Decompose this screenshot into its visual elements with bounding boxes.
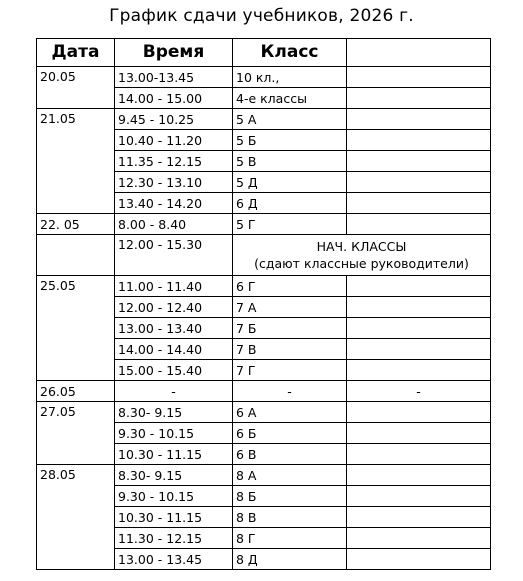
class-cell: 5 А: [233, 109, 347, 130]
extra-cell: [347, 214, 491, 235]
page-title: График сдачи учебников, 2026 г.: [109, 6, 414, 26]
class-cell: 6 Б: [233, 423, 347, 444]
extra-cell: -: [347, 381, 491, 402]
extra-cell: [347, 297, 491, 318]
time-cell: 13.00-13.45: [115, 67, 233, 88]
time-cell: 8.00 - 8.40: [115, 214, 233, 235]
schedule-table: [36, 38, 491, 570]
class-cell: 5 Б: [233, 130, 347, 151]
class-cell: 6 Г: [233, 276, 347, 297]
class-cell: 8 А: [233, 465, 347, 486]
merged-class-line2: (сдают классные руководители): [254, 256, 469, 271]
extra-cell: [347, 193, 491, 214]
table-row: [37, 109, 491, 130]
extra-cell: [347, 528, 491, 549]
table-row: [37, 214, 491, 235]
time-cell: 8.30- 9.15: [115, 465, 233, 486]
merged-class-line1: НАЧ. КЛАССЫ: [316, 239, 407, 254]
time-cell: 14.00 - 14.40: [115, 339, 233, 360]
extra-cell: [347, 486, 491, 507]
class-cell: 8 Г: [233, 528, 347, 549]
class-cell: 10 кл.,: [233, 67, 347, 88]
date-cell: 28.05: [37, 465, 115, 570]
extra-cell: [347, 339, 491, 360]
extra-cell: [347, 318, 491, 339]
header-class: Класс: [233, 39, 347, 67]
extra-cell: [347, 507, 491, 528]
date-cell: 20.05: [37, 67, 115, 109]
time-cell: 13.00 - 13.40: [115, 318, 233, 339]
extra-cell: [347, 130, 491, 151]
time-cell: 13.40 - 14.20: [115, 193, 233, 214]
extra-cell: [347, 402, 491, 423]
class-cell: 5 В: [233, 151, 347, 172]
time-cell: 11.35 - 12.15: [115, 151, 233, 172]
class-cell: 7 В: [233, 339, 347, 360]
time-cell: 10.40 - 11.20: [115, 130, 233, 151]
date-cell: 21.05: [37, 109, 115, 214]
time-cell: 13.00 - 13.45: [115, 549, 233, 570]
time-cell: 14.00 - 15.00: [115, 88, 233, 109]
time-cell: 12.30 - 13.10: [115, 172, 233, 193]
header-date: Дата: [37, 39, 115, 67]
date-cell: [37, 235, 115, 276]
time-cell: 8.30- 9.15: [115, 402, 233, 423]
time-cell: 9.45 - 10.25: [115, 109, 233, 130]
date-cell: 22. 05: [37, 214, 115, 235]
class-cell: 7 Б: [233, 318, 347, 339]
header-extra: [347, 39, 491, 67]
class-cell: 7 А: [233, 297, 347, 318]
extra-cell: [347, 444, 491, 465]
class-cell: 5 Д: [233, 172, 347, 193]
class-cell: 8 В: [233, 507, 347, 528]
table-row: [37, 276, 491, 297]
extra-cell: [347, 151, 491, 172]
table-row: [37, 402, 491, 423]
class-cell: 8 Д: [233, 549, 347, 570]
extra-cell: [347, 549, 491, 570]
extra-cell: [347, 360, 491, 381]
extra-cell: [347, 172, 491, 193]
extra-cell: [347, 423, 491, 444]
time-cell: 12.00 - 15.30: [115, 235, 233, 276]
class-cell: 7 Г: [233, 360, 347, 381]
extra-cell: [347, 109, 491, 130]
date-cell: 27.05: [37, 402, 115, 465]
extra-cell: [347, 276, 491, 297]
class-cell: 5 Г: [233, 214, 347, 235]
time-cell: 11.30 - 12.15: [115, 528, 233, 549]
time-cell: 9.30 - 10.15: [115, 423, 233, 444]
table-row: [37, 235, 491, 276]
table-row: [37, 67, 491, 88]
time-cell: 9.30 - 10.15: [115, 486, 233, 507]
class-cell: 6 В: [233, 444, 347, 465]
time-cell: 15.00 - 15.40: [115, 360, 233, 381]
header-time: Время: [115, 39, 233, 67]
time-cell: 10.30 - 11.15: [115, 507, 233, 528]
table-header-row: [37, 39, 491, 67]
extra-cell: [347, 465, 491, 486]
date-cell: 26.05: [37, 381, 115, 402]
time-cell: -: [115, 381, 233, 402]
date-cell: 25.05: [37, 276, 115, 381]
table-row: [37, 381, 491, 402]
class-cell: -: [233, 381, 347, 402]
time-cell: 10.30 - 11.15: [115, 444, 233, 465]
table-row: [37, 465, 491, 486]
time-cell: 11.00 - 11.40: [115, 276, 233, 297]
merged-class-cell: [233, 235, 491, 276]
class-cell: 8 Б: [233, 486, 347, 507]
class-cell: 6 А: [233, 402, 347, 423]
time-cell: 12.00 - 12.40: [115, 297, 233, 318]
class-cell: 6 Д: [233, 193, 347, 214]
extra-cell: [347, 67, 491, 88]
class-cell: 4-е классы: [233, 88, 347, 109]
extra-cell: [347, 88, 491, 109]
